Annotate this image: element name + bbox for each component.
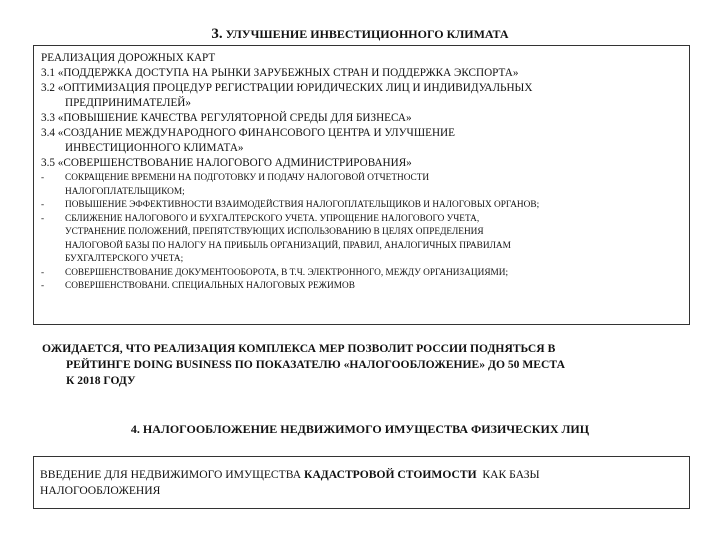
dash-marker: -: [41, 267, 45, 278]
roadmap-item-3-2-continuation: ПРЕДПРИНИМАТЕЛЕЙ»: [65, 97, 191, 109]
section3-title-text: УЛУЧШЕНИЕ ИНВЕСТИЦИОННОГО КЛИМАТА: [225, 27, 509, 41]
roadmap-item-3-1: 3.1 «ПОДДЕРЖКА ДОСТУПА НА РЫНКИ ЗАРУБЕЖНЫХ СТРАН И ПОДДЕРЖКА ЭКСПОРТА»: [41, 67, 519, 79]
list-item: [41, 280, 683, 294]
section4-title: 4. НАЛОГООБЛОЖЕНИЕ НЕДВИЖИМОГО ИМУЩЕСТВА ФИЗИЧЕСКИХ ЛИЦ: [130, 422, 590, 436]
dash-marker: -: [41, 213, 45, 224]
roadmap-item-3-5: 3.5 «СОВЕРШЕНСТВОВАНИЕ НАЛОГОВОГО АДМИНИСТРИРОВАНИЯ»: [41, 157, 412, 169]
cadastral-value-line-1: [40, 467, 683, 483]
dash-marker: -: [41, 200, 45, 210]
tax-administration-measures-list: [41, 172, 683, 294]
conclusion-line-3: К 2018 ГОДУ: [66, 374, 136, 387]
roadmaps-heading: РЕАЛИЗАЦИЯ ДОРОЖНЫХ КАРТ: [41, 52, 216, 64]
cadastral-value-box: [33, 456, 690, 509]
section3-title: [0, 26, 720, 43]
roadmap-item-3-4-continuation: ИНВЕСТИЦИОННОГО КЛИМАТА»: [65, 142, 244, 154]
section3-number: 3.: [211, 26, 223, 42]
roadmap-item-3-3: 3.3 «ПОВЫШЕНИЕ КАЧЕСТВА РЕГУЛЯТОРНОЙ СРЕДЫ ДЛЯ БИЗНЕСА»: [41, 112, 412, 124]
cadastral-text-highlight: КАДАСТРОВОЙ СТОИМОСТИ: [304, 468, 477, 481]
roadmap-item-3-4: 3.4 «СОЗДАНИЕ МЕЖДУНАРОДНОГО ФИНАНСОВОГО ЦЕНТРА И УЛУЧШЕНИЕ: [41, 127, 455, 139]
cadastral-text-before: ВВЕДЕНИЕ ДЛЯ НЕДВИЖИМОГО ИМУЩЕСТВА: [40, 468, 305, 481]
cadastral-value-line-2: НАЛОГООБЛОЖЕНИЯ: [40, 484, 161, 497]
doing-business-conclusion: [42, 341, 692, 389]
cadastral-text-after: КАК БАЗЫ: [476, 468, 540, 481]
list-item: [41, 172, 683, 199]
list-item-text: СБЛИЖЕНИЕ НАЛОГОВОГО И БУХГАЛТЕРСКОГО УЧЕТА. УПРОЩЕНИЕ НАЛОГОВОГО УЧЕТА, УСТРАНЕНИЕ ПОЛОЖЕНИЙ, ПРЕПЯТСТВУЮЩИХ ИСПОЛЬЗОВАНИЮ В ЦЕЛЯХ ОПРЕДЕЛЕНИЯ НАЛОГОВОЙ БАЗЫ ПО НАЛОГУ НА ПРИБЫЛЬ ОРГАНИЗАЦИЙ, ПРАВИЛ, АНАЛОГИЧНЫХ ПРАВИЛАМ БУХГАЛТЕРСКОГО УЧЕТА;: [65, 213, 511, 264]
roadmap-item-3-2: 3.2 «ОПТИМИЗАЦИЯ ПРОЦЕДУР РЕГИСТРАЦИИ ЮРИДИЧЕСКИХ ЛИЦ И ИНДИВИДУАЛЬНЫХ: [41, 82, 533, 94]
dash-marker: -: [41, 173, 45, 183]
list-item-text: ПОВЫШЕНИЕ ЭФФЕКТИВНОСТИ ВЗАИМОДЕЙСТВИЯ НАЛОГОПЛАТЕЛЬЩИКОВ И НАЛОГОВЫХ ОРГАНОВ;: [65, 200, 540, 210]
list-item: [41, 267, 683, 281]
list-item-text: СОКРАЩЕНИЕ ВРЕМЕНИ НА ПОДГОТОВКУ И ПОДАЧУ НАЛОГОВОЙ ОТЧЕТНОСТИ НАЛОГОПЛАТЕЛЬЩИКОМ;: [65, 173, 430, 197]
list-item: [41, 199, 683, 213]
list-item: [41, 213, 683, 267]
conclusion-line-2: РЕЙТИНГЕ DOING BUSINESS ПО ПОКАЗАТЕЛЮ «НАЛОГООБЛОЖЕНИЕ» ДО 50 МЕСТА: [66, 358, 565, 371]
dash-marker: -: [41, 281, 45, 291]
conclusion-line-1: ОЖИДАЕТСЯ, ЧТО РЕАЛИЗАЦИЯ КОМПЛЕКСА МЕР ПОЗВОЛИТ РОССИИ ПОДНЯТЬСЯ В: [42, 342, 556, 355]
list-item-text: СОВЕРШЕНСТВОВАНИ. СПЕЦИАЛЬНЫХ НАЛОГОВЫХ РЕЖИМОВ: [65, 281, 355, 291]
roadmaps-box: [33, 45, 690, 325]
list-item-text: СОВЕРШЕНСТВОВАНИЕ ДОКУМЕНТООБОРОТА, В Т.Ч. ЭЛЕКТРОННОГО, МЕЖДУ ОРГАНИЗАЦИЯМИ;: [65, 267, 509, 278]
